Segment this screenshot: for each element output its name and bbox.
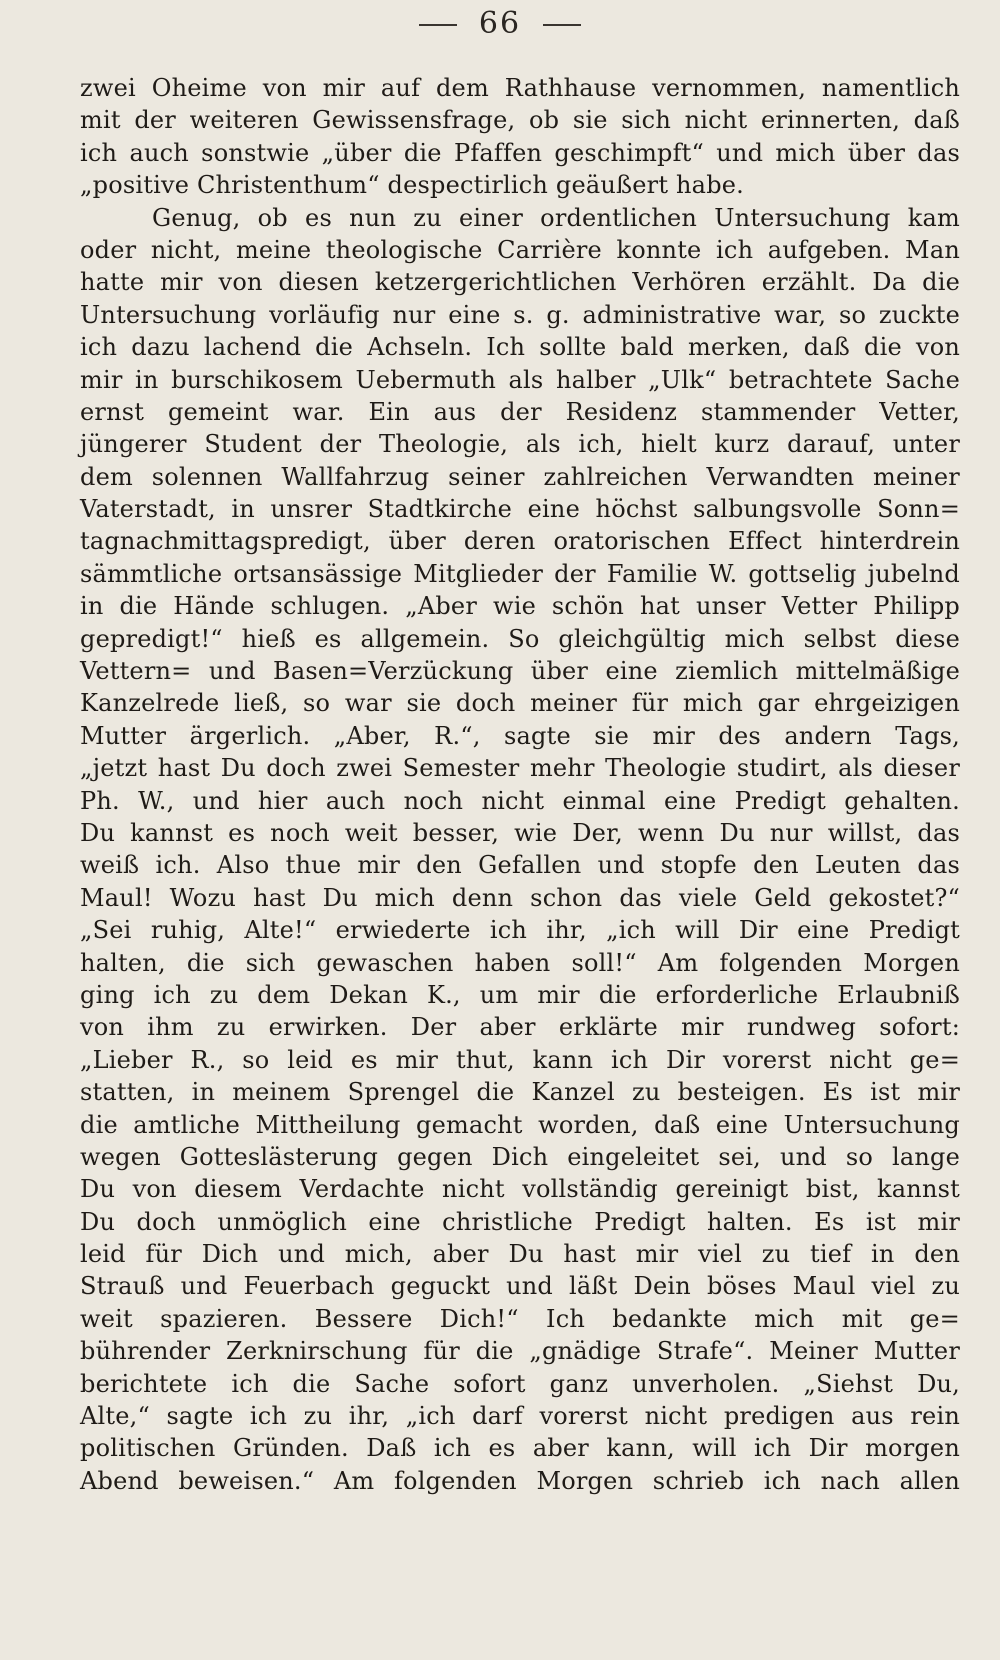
text-line: hatte mir von diesen ketzergerichtlichen Verhören erzählt. Da die <box>80 268 960 297</box>
text-line: sämmtliche ortsansässige Mitglieder der Familie W. gottselig jubelnd <box>80 559 960 588</box>
text-line: Vettern= und Basen=Verzückung über eine ziemlich mittelmäßige <box>80 657 960 686</box>
text-line: zwei Oheime von mir auf dem Rathhause vernommen, namentlich <box>80 74 960 102</box>
text-line: weiß ich. Also thue mir den Gefallen und stopfe den Leuten das <box>80 851 960 880</box>
text-line: ging ich zu dem Dekan K., um mir die erforderliche Erlaubniß <box>80 980 960 1009</box>
text-line: „Lieber R., so leid es mir thut, kann ich Dir vorerst nicht ge= <box>80 1045 960 1074</box>
text-line: Du doch unmöglich eine christliche Predigt halten. Es ist mir <box>80 1207 960 1236</box>
text-line: Ph. W., und hier auch noch nicht einmal eine Predigt gehalten. <box>80 786 960 815</box>
text-line: in die Hände schlugen. „Aber wie schön hat unser Vetter Philipp <box>80 592 960 621</box>
text-line: „positive Christenthum“ despectirlich geäußert habe. <box>80 171 744 200</box>
text-line: die amtliche Mittheilung gemacht worden, daß eine Untersuchung <box>80 1110 960 1139</box>
left-dash <box>419 24 457 26</box>
text-line: Maul! Wozu hast Du mich denn schon das viele Geld gekostet?“ <box>80 883 960 912</box>
text-line: Mutter ärgerlich. „Aber, R.“, sagte sie mir des andern Tags, <box>80 721 960 750</box>
text-line: statten, in meinem Sprengel die Kanzel zu besteigen. Es ist mir <box>80 1078 960 1107</box>
text-line: halten, die sich gewaschen haben soll!“ Am folgenden Morgen <box>80 948 960 977</box>
text-line: Du von diesem Verdachte nicht vollständig gereinigt bist, kannst <box>80 1175 960 1204</box>
text-line: Alte,“ sagte ich zu ihr, „ich darf vorerst nicht predigen aus rein <box>80 1402 960 1431</box>
text-line: mit der weiteren Gewissensfrage, ob sie sich nicht erinnerten, daß <box>80 106 960 135</box>
text-line: Untersuchung vorläufig nur eine s. g. administrative war, so zuckte <box>80 300 960 329</box>
text-line: jüngerer Student der Theologie, als ich, hielt kurz darauf, unter <box>80 430 960 459</box>
text-line: Vaterstadt, in unsrer Stadtkirche eine höchst salbungsvolle Sonn= <box>80 495 960 524</box>
text-line: Genug, ob es nun zu einer ordentlichen Untersuchung kam <box>152 203 960 232</box>
text-line: oder nicht, meine theologische Carrière konnte ich aufgeben. Man <box>80 235 960 264</box>
text-line: ich dazu lachend die Achseln. Ich sollte bald merken, daß die von <box>80 333 960 362</box>
text-line: berichtete ich die Sache sofort ganz unverholen. „Siehst Du, <box>80 1369 960 1398</box>
text-line: Strauß und Feuerbach geguckt und läßt Dein böses Maul viel zu <box>80 1272 960 1301</box>
text-line: ernst gemeint war. Ein aus der Residenz stammender Vetter, <box>80 397 960 426</box>
text-line: „Sei ruhig, Alte!“ erwiederte ich ihr, „ich will Dir eine Predigt <box>80 916 960 945</box>
text-line: Abend beweisen.“ Am folgenden Morgen schrieb ich nach allen <box>80 1466 960 1495</box>
text-line: weit spazieren. Bessere Dich!“ Ich bedankte mich mit ge= <box>80 1304 960 1333</box>
text-line: Du kannst es noch weit besser, wie Der, wenn Du nur willst, das <box>80 818 960 847</box>
text-line: von ihm zu erwirken. Der aber erklärte mir rundweg sofort: <box>80 1013 960 1042</box>
body-text <box>80 72 960 1497</box>
text-line: mir in burschikosem Uebermuth als halber „Ulk“ betrachtete Sache <box>80 365 960 394</box>
text-line: leid für Dich und mich, aber Du hast mir viel zu tief in den <box>80 1240 960 1269</box>
text-line: bührender Zerknirschung für die „gnädige Strafe“. Meiner Mutter <box>80 1337 960 1366</box>
text-line: wegen Gotteslästerung gegen Dich eingeleitet sei, und so lange <box>80 1142 960 1171</box>
page-number: 66 <box>478 6 522 41</box>
text-line: politischen Gründen. Daß ich es aber kann, will ich Dir morgen <box>80 1434 960 1463</box>
text-line: „jetzt hast Du doch zwei Semester mehr Theologie studirt, als dieser <box>80 754 960 783</box>
text-line: gepredigt!“ hieß es allgemein. So gleichgültig mich selbst diese <box>80 624 960 653</box>
page-header <box>0 6 1000 41</box>
text-line: Kanzelrede ließ, so war sie doch meiner für mich gar ehrgeizigen <box>80 689 960 718</box>
text-line: tagnachmittagspredigt, über deren oratorischen Effect hinterdrein <box>80 527 960 556</box>
text-line: ich auch sonstwie „über die Pfaffen geschimpft“ und mich über das <box>80 138 960 167</box>
right-dash <box>543 24 581 26</box>
text-line: dem solennen Wallfahrzug seiner zahlreichen Verwandten meiner <box>80 462 960 491</box>
